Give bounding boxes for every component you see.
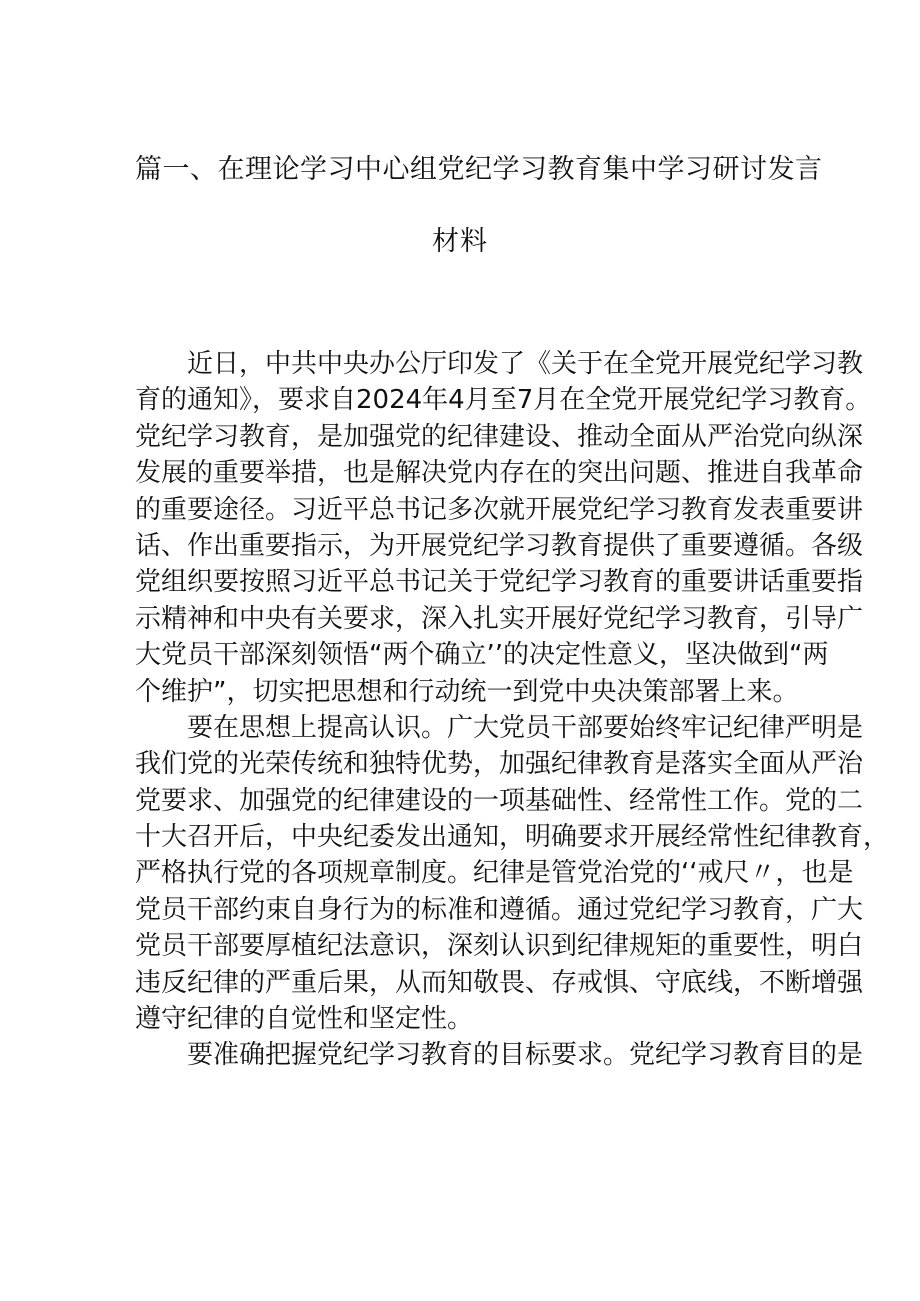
paragraph-line: 党要求、加强党的纪律建设的一项基础性、经常性工作。党的二 xyxy=(135,785,864,816)
paragraph-line: 育的通知》，要求自2024年4月至7月在全党开展党纪学习教育。 xyxy=(135,385,872,416)
paragraph-line: 近日，中共中央办公厅印发了《关于在全党开展党纪学习教 xyxy=(187,349,864,379)
paragraph-line: 示精神和中央有关要求，深入扎实开展好党纪学习教育，引导广 xyxy=(135,603,864,634)
paragraph-line: 党纪学习教育，是加强党的纪律建设、推动全面从严治党向纵深 xyxy=(135,421,864,452)
document-title-line-2: 材料 xyxy=(432,226,488,257)
paragraph-line: 话、作出重要指示，为开展党纪学习教育提供了重要遵循。各级 xyxy=(135,530,864,561)
paragraph-line: 我们党的光荣传统和独特优势，加强纪律教育是落实全面从严治 xyxy=(135,749,864,780)
paragraph-line: 违反纪律的严重后果，从而知敬畏、存戒惧、守底线，不断增强 xyxy=(135,967,864,998)
paragraph-2 xyxy=(135,710,890,1038)
paragraph-line: 十大召开后，中央纪委发出通知，明确要求开展经常性纪律教育， xyxy=(135,822,890,853)
document-title-line-1: 篇一、在理论学习中心组党纪学习教育集中学习研讨发言 xyxy=(135,154,823,185)
paragraph-line: 个维护”，切实把思想和行动统一到党中央决策部署上来。 xyxy=(135,676,799,707)
paragraph-line: 严格执行党的各项规章制度。纪律是管党治党的‘‘戒尺〃，也是 xyxy=(135,858,854,889)
paragraph-line: 党员干部要厚植纪法意识，深刻认识到纪律规矩的重要性，明白 xyxy=(135,931,864,962)
paragraph-1 xyxy=(135,346,872,710)
paragraph-line: 要准确把握党纪学习教育的目标要求。党纪学习教育目的是 xyxy=(187,1040,864,1071)
paragraph-line: 大党员干部深刻领悟“两个确立’’的决定性意义，坚决做到“两 xyxy=(135,640,829,671)
paragraph-3 xyxy=(135,1037,864,1073)
paragraph-line: 要在思想上提高认识。广大党员干部要始终牢记纪律严明是 xyxy=(187,712,864,743)
paragraph-line: 党员干部约束自身行为的标准和遵循。通过党纪学习教育，广大 xyxy=(135,894,864,925)
paragraph-line: 党组织要按照习近平总书记关于党纪学习教育的重要讲话重要指 xyxy=(135,567,864,598)
document-body xyxy=(135,346,890,1074)
paragraph-line: 的重要途径。习近平总书记多次就开展党纪学习教育发表重要讲 xyxy=(135,494,864,525)
paragraph-line: 发展的重要举措，也是解决党内存在的突出问题、推进自我革命 xyxy=(135,458,864,489)
paragraph-line: 遵守纪律的自觉性和坚定性。 xyxy=(135,1004,474,1035)
